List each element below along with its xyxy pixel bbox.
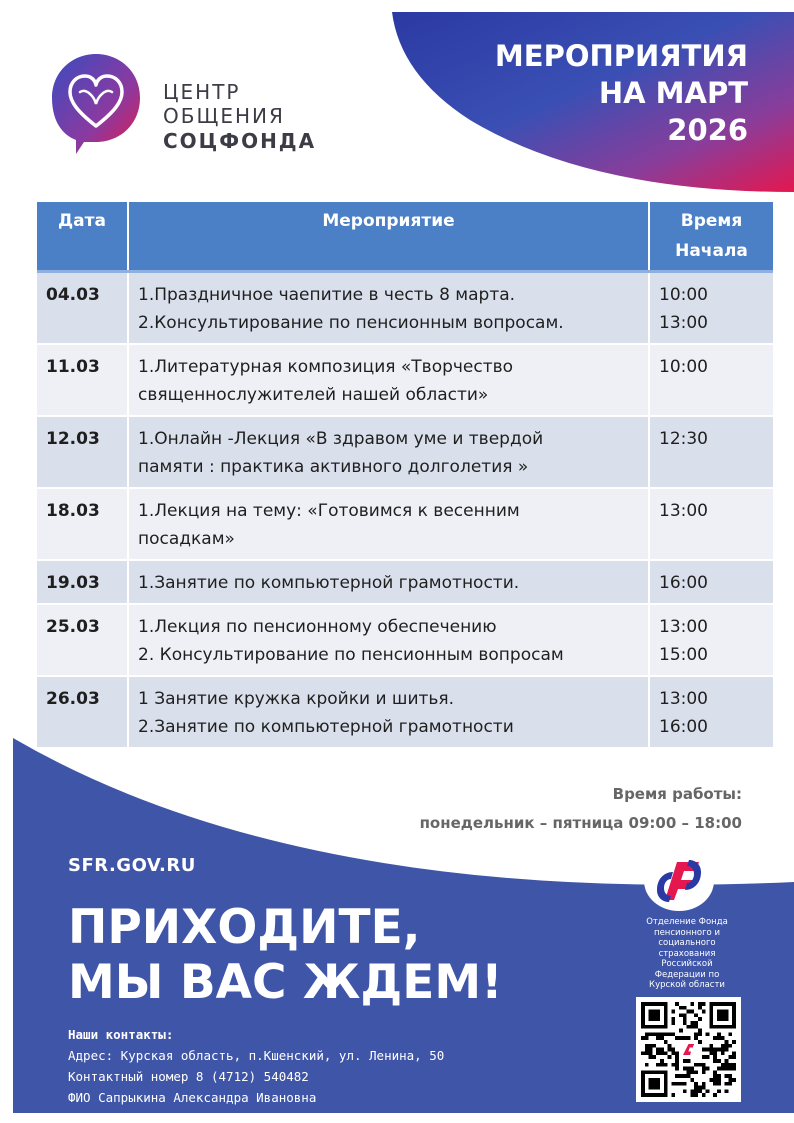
event-line: 2.Занятие по компьютерной грамотности [138,717,514,737]
sfr-org-line: Федерации по [654,969,720,980]
column-header-time [649,202,773,272]
event-line: посадкам» [138,529,235,549]
column-header-time-line: Начала [675,241,748,261]
event-time-value: 10:00 [659,285,708,305]
table-row [37,272,773,345]
logo-line: ЦЕНТР [163,80,241,104]
work-hours-value: понедельник – пятница 09:00 – 18:00 [419,814,742,832]
event-time [649,344,773,416]
slogan-line: МЫ ВАС ЖДЕМ! [68,955,503,1010]
contacts-block [68,1024,444,1108]
contacts-address: Адрес: Курская область, п.Кшенский, ул. Ленина, 50 [68,1048,445,1063]
event-line: 2. Консультирование по пенсионным вопросам [138,645,564,665]
title-line: НА МАРТ [598,76,748,110]
event-time-value: 12:30 [659,429,708,449]
event-time-value: 16:00 [659,573,708,593]
event-time-value: 13:00 [659,617,708,637]
table-row [37,488,773,560]
logo-line: ОБЩЕНИЯ [163,104,285,128]
event-line: 1.Онлайн -Лекция «В здравом уме и твердой [138,429,544,449]
column-header-time-line: Время [680,211,743,231]
event-description [128,560,649,604]
event-line: 1.Литературная композиция «Творчество [138,357,514,377]
event-description [128,604,649,676]
event-time [649,488,773,560]
event-line: 1.Занятие по компьютерной грамотности. [138,573,520,593]
event-description [128,344,649,416]
event-date: 25.03 [37,604,128,676]
sfr-org-line: Курской области [649,980,725,990]
logo-line: СОЦФОНДА [163,129,317,153]
event-time-value: 16:00 [659,717,708,737]
sfr-org-line: Российской [661,959,713,969]
work-hours-label: Время работы: [612,785,742,803]
contacts-person: ФИО Сапрыкина Александра Ивановна [68,1090,317,1105]
title-line: МЕРОПРИЯТИЯ [494,39,748,73]
event-date: 11.03 [37,344,128,416]
table-row [37,416,773,488]
event-date: 19.03 [37,560,128,604]
qr-code-icon[interactable] [636,997,741,1102]
page-title [428,38,748,149]
sfr-org-name [641,917,733,991]
event-time [649,560,773,604]
website-link[interactable]: SFR.GOV.RU [68,855,196,876]
event-line: 1.Лекция по пенсионному обеспечению [138,617,497,637]
heart-chat-logo-icon [50,52,142,154]
sfr-org-line: Отделение Фонда [646,917,728,927]
event-date: 04.03 [37,272,128,345]
event-time-value: 15:00 [659,645,708,665]
sfr-org-line: страхования [658,948,716,959]
event-description [128,488,649,560]
event-description [128,272,649,345]
sfr-logo-icon [643,850,715,912]
event-date: 18.03 [37,488,128,560]
event-line: 2.Консультирование по пенсионным вопросам. [138,313,564,333]
sfr-org-line: пенсионного и [654,927,720,938]
contacts-heading: Наши контакты: [68,1027,174,1042]
event-time-value: 10:00 [659,357,708,377]
column-header-date: Дата [37,202,128,272]
events-table-body [37,272,773,748]
qr-code-graphic [641,1002,736,1097]
event-time [649,604,773,676]
event-time-value: 13:00 [659,313,708,333]
contacts-phone: Контактный номер 8 (4712) 540482 [68,1069,309,1084]
table-row [37,344,773,416]
event-line: 1.Лекция на тему: «Готовимся к весенним [138,501,520,521]
column-header-event: Мероприятие [128,202,649,272]
logo-wordmark [163,80,316,154]
event-line: 1 Занятие кружка кройки и шитья. [138,689,455,709]
table-row [37,604,773,676]
work-hours [420,780,742,838]
event-line: священнослужителей нашей области» [138,385,489,405]
event-time [649,416,773,488]
event-line: памяти : практика активного долголетия » [138,457,529,477]
event-time-value: 13:00 [659,689,708,709]
event-date: 12.03 [37,416,128,488]
title-line: 2026 [667,113,748,147]
event-time-value: 13:00 [659,501,708,521]
slogan [68,900,503,1010]
sfr-org-line: социального [658,938,716,948]
event-date: 26.03 [37,676,128,747]
table-header-row [37,202,773,272]
event-line: 1.Праздничное чаепитие в честь 8 марта. [138,285,516,305]
event-time [649,272,773,345]
table-row [37,560,773,604]
slogan-line: ПРИХОДИТЕ, [68,900,421,955]
events-table [37,202,773,747]
event-description [128,416,649,488]
